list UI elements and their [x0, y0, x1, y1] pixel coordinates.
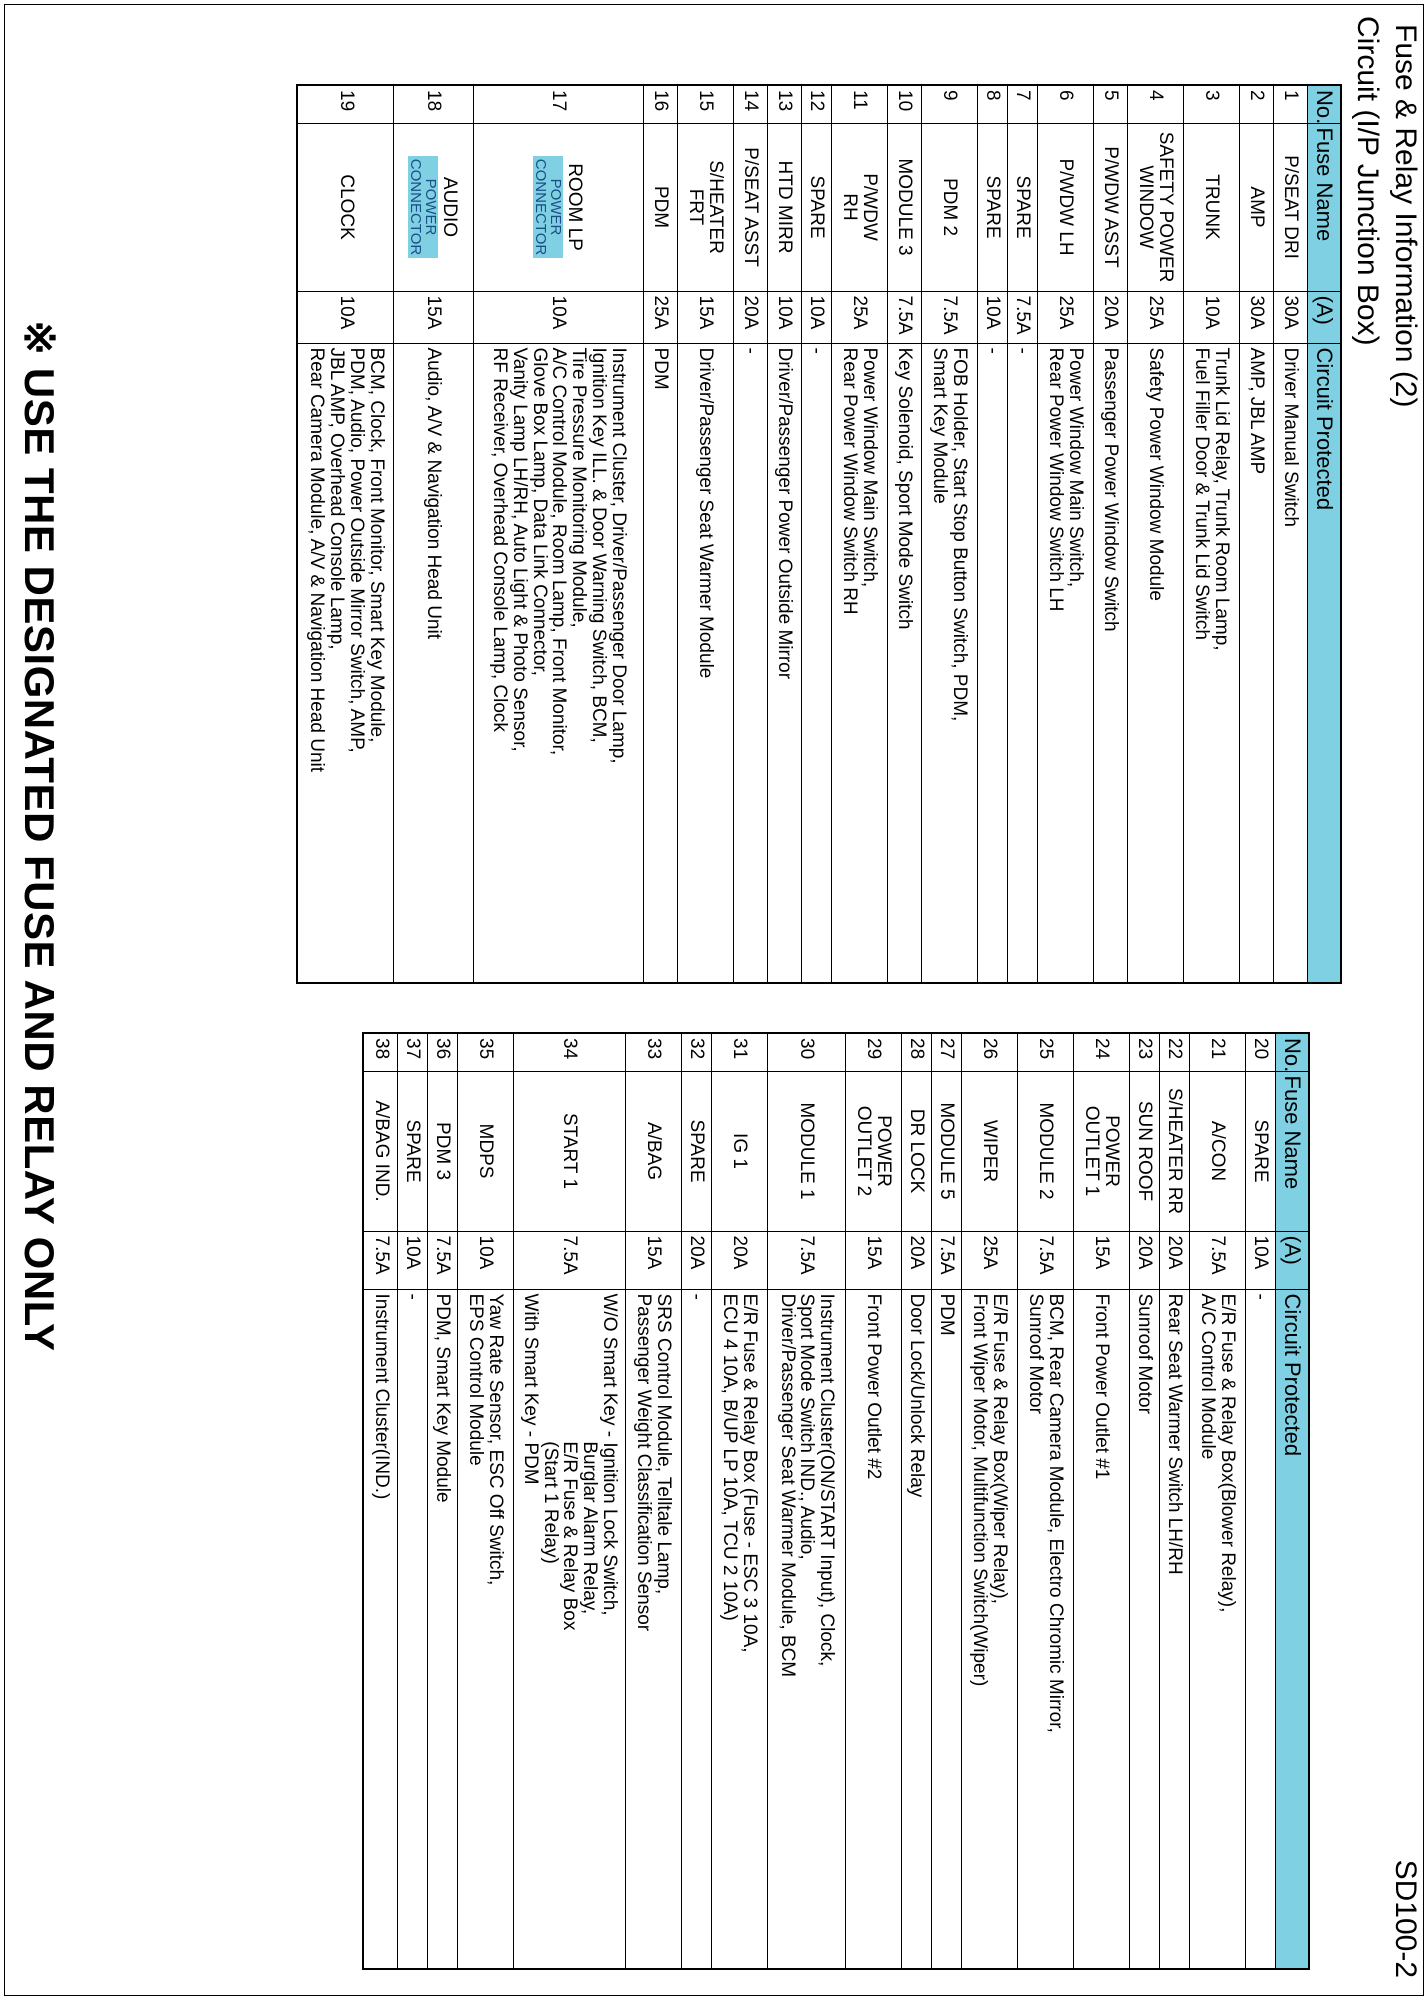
fuse-amperage: 10A — [802, 291, 832, 343]
fuse-number: 36 — [428, 1033, 458, 1071]
fuse-name-cell — [298, 123, 394, 291]
fuse-amperage: 25A — [962, 1231, 1018, 1289]
fuse-name-cell — [474, 123, 644, 291]
fuse-name-cell — [962, 1071, 1018, 1231]
fuse-table-left — [297, 84, 1343, 984]
fuse-name-cell — [398, 1071, 428, 1231]
fuse-row — [712, 1033, 768, 1969]
circuit-protected: W/O Smart Key - Ignition Lock Switch, Burglar Alarm Relay, E/R Fuse & Relay Box (Start 1 Relay) With Smart Key - PDM — [514, 1289, 626, 1969]
fuse-amperage: 20A — [1094, 291, 1128, 343]
fuse-row — [1160, 1033, 1190, 1969]
fuse-number: 24 — [1074, 1033, 1130, 1071]
circuit-protected: - — [682, 1289, 712, 1969]
fuse-name-cell — [644, 123, 678, 291]
fuse-number: 5 — [1094, 85, 1128, 123]
fuse-number: 14 — [734, 85, 768, 123]
fuse-name: MDPS — [475, 1123, 497, 1179]
fuse-row — [394, 85, 474, 983]
fuse-amperage: 10A — [768, 291, 802, 343]
fuse-name: PDM 2 — [939, 177, 961, 237]
fuse-row — [398, 1033, 428, 1969]
fuse-name: S/HEATER RR — [1164, 1087, 1186, 1215]
circuit-protected: Sunroof Motor — [1130, 1289, 1160, 1969]
fuse-row — [846, 1033, 902, 1969]
circuit-protected: Passenger Power Window Switch — [1094, 343, 1128, 983]
circuit-protected: Key Solenoid, Sport Mode Switch — [888, 343, 922, 983]
fuse-name: MODULE 2 — [1035, 1102, 1057, 1200]
fuse-number: 26 — [962, 1033, 1018, 1071]
fuse-amperage: 7.5A — [1018, 1231, 1074, 1289]
circuit-protected: Instrument Cluster, Driver/Passenger Door Lamp, Ignition Key ILL. & Door Warning Switch, BCM, Tire Pressure Monitoring Module, A/C Control Module, Room Lamp, Front Monitor, Glove Box Lamp, Data Link Connector, Vanity Lamp LH/RH, Auto Light & Photo Sensor, RF Receiver, Overhead Console Lamp, Clock — [474, 343, 644, 983]
fuse-name: MODULE 3 — [894, 158, 916, 256]
fuse-amperage: 20A — [1130, 1231, 1160, 1289]
fuse-number: 15 — [678, 85, 734, 123]
column-header-no: No. — [1308, 85, 1342, 123]
fuse-amperage: 7.5A — [768, 1231, 846, 1289]
fuse-name-cell — [1240, 123, 1274, 291]
fuse-name: IG 1 — [729, 1133, 751, 1169]
fuse-amperage: 7.5A — [428, 1231, 458, 1289]
fuse-row — [768, 1033, 846, 1969]
fuse-name: WIPER — [979, 1119, 1001, 1183]
fuse-number: 31 — [712, 1033, 768, 1071]
fuse-amperage: 20A — [712, 1231, 768, 1289]
fuse-number: 21 — [1190, 1033, 1246, 1071]
fuse-number: 9 — [922, 85, 978, 123]
fuse-amperage: 20A — [734, 291, 768, 343]
circuit-protected: Instrument Cluster(ON/START Input), Clock, Sport Mode Switch IND., Audio, Driver/Passenger Seat Warmer Module, BCM — [768, 1289, 846, 1969]
fuse-number: 4 — [1128, 85, 1184, 123]
fuse-number: 22 — [1160, 1033, 1190, 1071]
fuse-name-cell — [364, 1071, 398, 1231]
fuse-row — [802, 85, 832, 983]
fuse-number: 16 — [644, 85, 678, 123]
fuse-row — [1184, 85, 1240, 983]
circuit-protected: BCM, Rear Camera Module, Electro Chromic Mirror, Sunroof Motor — [1018, 1289, 1074, 1969]
fuse-amperage: 10A — [474, 291, 644, 343]
fuse-row — [1018, 1033, 1074, 1969]
fuse-name-cell — [458, 1071, 514, 1231]
circuit-protected: PDM — [644, 343, 678, 983]
fuse-row — [902, 1033, 932, 1969]
fuse-row — [768, 85, 802, 983]
fuse-table-left-body — [298, 85, 1308, 983]
fuse-name-cell — [932, 1071, 962, 1231]
fuse-amperage: 7.5A — [922, 291, 978, 343]
fuse-row — [832, 85, 888, 983]
fuse-name-cell — [678, 123, 734, 291]
circuit-protected: - — [734, 343, 768, 983]
circuit-protected: Trunk Lid Relay, Trunk Room Lamp, Fuel Filler Door & Trunk Lid Switch — [1184, 343, 1240, 983]
fuse-name: P/WDW ASST — [1100, 146, 1122, 268]
fuse-name-cell — [768, 123, 802, 291]
fuse-amperage: 20A — [902, 1231, 932, 1289]
fuse-name-cell — [978, 123, 1008, 291]
fuse-name: SAFETY POWER WINDOW — [1135, 131, 1177, 283]
fuse-row — [1038, 85, 1094, 983]
circuit-protected: - — [1008, 343, 1038, 983]
fuse-amperage: 15A — [678, 291, 734, 343]
fuse-row — [458, 1033, 514, 1969]
fuse-number: 11 — [832, 85, 888, 123]
circuit-protected: Driver/Passenger Power Outside Mirror — [768, 343, 802, 983]
fuse-number: 6 — [1038, 85, 1094, 123]
circuit-protected: E/R Fuse & Relay Box(Wiper Relay), Front Wiper Motor, Multifunction Switch(Wiper) — [962, 1289, 1018, 1969]
circuit-protected: E/R Fuse & Relay Box (Fuse - ESC 3 10A, ECU 4 10A, B/UP LP 10A, TCU 2 10A) — [712, 1289, 768, 1969]
fuse-name: AUDIO — [439, 176, 461, 238]
circuit-protected: - — [1246, 1289, 1276, 1969]
fuse-number: 1 — [1274, 85, 1308, 123]
fuse-number: 23 — [1130, 1033, 1160, 1071]
fuse-name: SPARE — [982, 175, 1004, 239]
table-header-row — [1276, 1033, 1310, 1969]
fuse-row — [978, 85, 1008, 983]
fuse-name: ROOM LP — [564, 163, 586, 251]
fuse-name-cell — [768, 1071, 846, 1231]
fuse-number: 12 — [802, 85, 832, 123]
fuse-name: SPARE — [1012, 175, 1034, 239]
fuse-name-cell — [682, 1071, 712, 1231]
fuse-name-cell — [1274, 123, 1308, 291]
fuse-number: 13 — [768, 85, 802, 123]
fuse-name-cell — [1008, 123, 1038, 291]
circuit-protected: Door Lock/Unlock Relay — [902, 1289, 932, 1969]
fuse-row — [932, 1033, 962, 1969]
fuse-amperage: 25A — [832, 291, 888, 343]
column-header-fuse-name: Fuse Name — [1308, 123, 1342, 291]
fuse-amperage: 10A — [978, 291, 1008, 343]
fuse-amperage: 15A — [394, 291, 474, 343]
circuit-protected: Rear Seat Warmer Switch LH/RH — [1160, 1289, 1190, 1969]
fuse-name-cell — [1130, 1071, 1160, 1231]
fuse-amperage: 7.5A — [514, 1231, 626, 1289]
fuse-row — [682, 1033, 712, 1969]
fuse-number: 35 — [458, 1033, 514, 1071]
fuse-row — [734, 85, 768, 983]
fuse-amperage: 10A — [298, 291, 394, 343]
circuit-protected: Yaw Rate Sensor, ESC Off Switch, EPS Control Module — [458, 1289, 514, 1969]
fuse-number: 20 — [1246, 1033, 1276, 1071]
fuse-number: 19 — [298, 85, 394, 123]
fuse-name-cell — [922, 123, 978, 291]
fuse-number: 27 — [932, 1033, 962, 1071]
fuse-amperage: 15A — [1074, 1231, 1130, 1289]
fuse-amperage: 30A — [1240, 291, 1274, 343]
fuse-amperage: 15A — [846, 1231, 902, 1289]
page-title: Fuse & Relay Information (2) — [1389, 24, 1422, 408]
circuit-protected: - — [398, 1289, 428, 1969]
column-header-no: No. — [1276, 1033, 1310, 1071]
column-header-circuit: Circuit Protected — [1276, 1289, 1310, 1969]
circuit-protected: BCM, Clock, Front Monitor, Smart Key Module, PDM, Audio, Power Outside Mirror Switch, AMP, JBL AMP, Overhead Console Lamp, Rear Camera Module, A/V & Navigation Head Unit — [298, 343, 394, 983]
circuit-protected: Driver Manual Switch — [1274, 343, 1308, 983]
circuit-protected: PDM — [932, 1289, 962, 1969]
fuse-name: POWER OUTLET 2 — [853, 1105, 895, 1197]
fuse-row — [678, 85, 734, 983]
circuit-protected: Instrument Cluster(IND.) — [364, 1289, 398, 1969]
fuse-row — [1130, 1033, 1160, 1969]
fuse-amperage: 20A — [682, 1231, 712, 1289]
fuse-number: 38 — [364, 1033, 398, 1071]
circuit-protected: AMP, JBL AMP — [1240, 343, 1274, 983]
table-header-row — [1308, 85, 1342, 983]
fuse-amperage: 20A — [1160, 1231, 1190, 1289]
section-title: Circuit (I/P Junction Box) — [1351, 16, 1384, 346]
fuse-amperage: 25A — [1038, 291, 1094, 343]
fuse-row — [1240, 85, 1274, 983]
circuit-protected: Driver/Passenger Seat Warmer Module — [678, 343, 734, 983]
fuse-amperage: 10A — [1246, 1231, 1276, 1289]
fuse-amperage: 7.5A — [1008, 291, 1038, 343]
power-connector-tag: POWER CONNECTOR — [533, 156, 563, 258]
fuse-name: DR LOCK — [906, 1108, 928, 1194]
fuse-name-cell — [1038, 123, 1094, 291]
fuse-name: AMP — [1246, 186, 1268, 228]
fuse-name: SPARE — [806, 175, 828, 239]
fuse-name-cell — [1094, 123, 1128, 291]
circuit-protected: SRS Control Module, Telltale Lamp, Passenger Weight Classification Sensor — [626, 1289, 682, 1969]
column-header-amp: (A) — [1308, 291, 1342, 343]
fuse-row — [298, 85, 394, 983]
fuse-row — [888, 85, 922, 983]
circuit-protected: Audio, A/V & Navigation Head Unit — [394, 343, 474, 983]
fuse-number: 32 — [682, 1033, 712, 1071]
fuse-row — [1246, 1033, 1276, 1969]
fuse-name-cell — [394, 123, 474, 291]
fuse-row — [428, 1033, 458, 1969]
fuse-row — [962, 1033, 1018, 1969]
column-header-fuse-name: Fuse Name — [1276, 1071, 1310, 1231]
fuse-name: MODULE 5 — [936, 1102, 958, 1200]
fuse-amperage: 25A — [644, 291, 678, 343]
fuse-name: SPARE — [402, 1119, 424, 1183]
fuse-amperage: 7.5A — [888, 291, 922, 343]
circuit-protected: PDM, Smart Key Module — [428, 1289, 458, 1969]
fuse-name-cell — [1128, 123, 1184, 291]
fuse-row — [1274, 85, 1308, 983]
fuse-number: 7 — [1008, 85, 1038, 123]
fuse-row — [1190, 1033, 1246, 1969]
fuse-name: P/WDW RH — [839, 173, 881, 241]
fuse-amperage: 7.5A — [1190, 1231, 1246, 1289]
fuse-name-cell — [626, 1071, 682, 1231]
fuse-row — [514, 1033, 626, 1969]
fuse-name: PDM — [650, 185, 672, 229]
circuit-protected: Power Window Main Switch, Rear Power Window Switch RH — [832, 343, 888, 983]
fuse-name-cell — [428, 1071, 458, 1231]
fuse-number: 28 — [902, 1033, 932, 1071]
fuse-name: A/BAG — [643, 1121, 665, 1181]
fuse-name: SUN ROOF — [1134, 1100, 1156, 1202]
fuse-number: 8 — [978, 85, 1008, 123]
fuse-name-cell — [1184, 123, 1240, 291]
fuse-row — [1074, 1033, 1130, 1969]
fuse-name-cell — [846, 1071, 902, 1231]
fuse-number: 25 — [1018, 1033, 1074, 1071]
fuse-name: P/SEAT DRI — [1280, 155, 1302, 259]
fuse-name: POWER OUTLET 1 — [1081, 1105, 1123, 1197]
fuse-number: 34 — [514, 1033, 626, 1071]
fuse-name: P/WDW LH — [1055, 158, 1077, 256]
circuit-protected: Safety Power Window Module — [1128, 343, 1184, 983]
circuit-protected: E/R Fuse & Relay Box(Blower Relay), A/C Control Module — [1190, 1289, 1246, 1969]
fuse-row — [1128, 85, 1184, 983]
fuse-row — [364, 1033, 398, 1969]
fuse-row — [474, 85, 644, 983]
fuse-name: P/SEAT ASST — [740, 147, 762, 267]
fuse-name: TRUNK — [1201, 174, 1223, 240]
fuse-table-right-body — [364, 1033, 1276, 1969]
fuse-name-cell — [712, 1071, 768, 1231]
fuse-amperage: 10A — [458, 1231, 514, 1289]
fuse-row — [1094, 85, 1128, 983]
fuse-name-cell — [1160, 1071, 1190, 1231]
fuse-number: 37 — [398, 1033, 428, 1071]
fuse-number: 2 — [1240, 85, 1274, 123]
fuse-name: SPARE — [1250, 1119, 1272, 1183]
fuse-amperage: 10A — [1184, 291, 1240, 343]
column-header-circuit: Circuit Protected — [1308, 343, 1342, 983]
fuse-name-cell — [514, 1071, 626, 1231]
column-header-amp: (A) — [1276, 1231, 1310, 1289]
fuse-number: 30 — [768, 1033, 846, 1071]
fuse-name-cell — [1190, 1071, 1246, 1231]
fuse-table-right — [363, 1032, 1311, 1970]
fuse-name-cell — [1074, 1071, 1130, 1231]
fuse-name-cell — [902, 1071, 932, 1231]
fuse-name: PDM 3 — [432, 1121, 454, 1181]
circuit-protected: - — [978, 343, 1008, 983]
fuse-name: START 1 — [559, 1112, 581, 1190]
fuse-amperage: 7.5A — [932, 1231, 962, 1289]
fuse-amperage: 7.5A — [364, 1231, 398, 1289]
fuse-amperage: 10A — [398, 1231, 428, 1289]
fuse-name: A/BAG IND. — [370, 1100, 392, 1202]
fuse-name: SPARE — [686, 1119, 708, 1183]
fuse-row — [626, 1033, 682, 1969]
fuse-number: 29 — [846, 1033, 902, 1071]
fuse-number: 33 — [626, 1033, 682, 1071]
fuse-name-cell — [734, 123, 768, 291]
fuse-number: 3 — [1184, 85, 1240, 123]
fuse-name-cell — [1246, 1071, 1276, 1231]
fuse-number: 18 — [394, 85, 474, 123]
circuit-protected: Front Power Outlet #1 — [1074, 1289, 1130, 1969]
fuse-amperage: 30A — [1274, 291, 1308, 343]
fuse-name: S/HEATER FRT — [685, 160, 727, 254]
fuse-name: MODULE 1 — [796, 1102, 818, 1200]
fuse-name-cell — [888, 123, 922, 291]
designated-fuse-notice: ※ USE THE DESIGNATED FUSE AND RELAY ONLY — [16, 320, 63, 1352]
circuit-protected: - — [802, 343, 832, 983]
power-connector-tag: POWER CONNECTOR — [408, 156, 438, 258]
fuse-amperage: 25A — [1128, 291, 1184, 343]
fuse-number: 17 — [474, 85, 644, 123]
fuse-name: CLOCK — [335, 174, 357, 240]
fuse-number: 10 — [888, 85, 922, 123]
fuse-name-cell — [832, 123, 888, 291]
fuse-row — [1008, 85, 1038, 983]
fuse-row — [644, 85, 678, 983]
fuse-name-cell — [1018, 1071, 1074, 1231]
page-code: SD100-2 — [1389, 1859, 1422, 1978]
fuse-name: A/CON — [1207, 1120, 1229, 1182]
fuse-amperage: 15A — [626, 1231, 682, 1289]
circuit-protected: FOB Holder, Start Stop Button Switch, PDM, Smart Key Module — [922, 343, 978, 983]
fuse-row — [922, 85, 978, 983]
circuit-protected: Front Power Outlet #2 — [846, 1289, 902, 1969]
circuit-protected: Power Window Main Switch, Rear Power Window Switch LH — [1038, 343, 1094, 983]
fuse-name: HTD MIRR — [774, 160, 796, 254]
fuse-name-cell — [802, 123, 832, 291]
